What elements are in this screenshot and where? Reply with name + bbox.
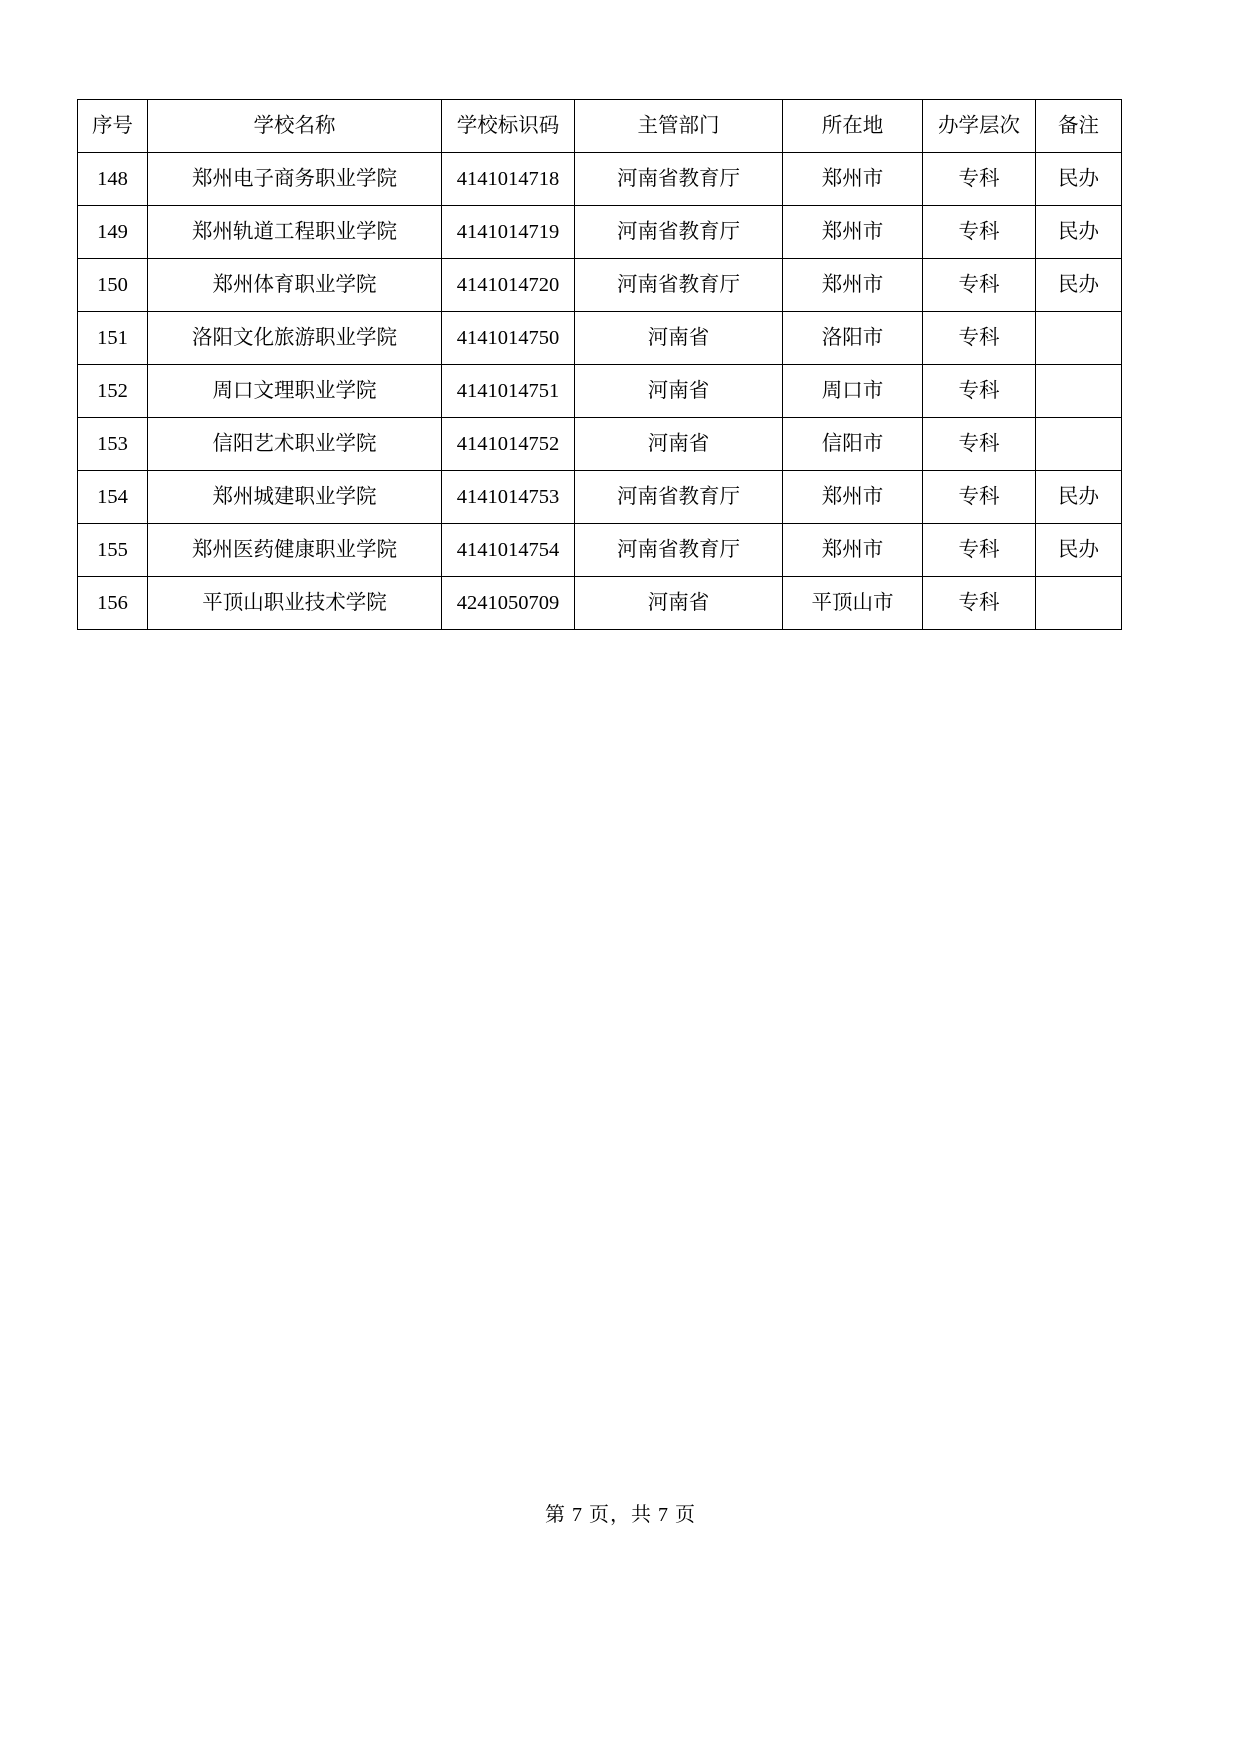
column-header-school-name: 学校名称 [148, 100, 442, 153]
column-header-level: 办学层次 [923, 100, 1036, 153]
school-list-table [77, 99, 1122, 630]
cell-level: 专科 [923, 153, 1036, 206]
cell-note [1036, 418, 1122, 471]
cell-school-code: 4141014719 [442, 206, 575, 259]
cell-location: 郑州市 [783, 259, 923, 312]
cell-note: 民办 [1036, 524, 1122, 577]
cell-location: 洛阳市 [783, 312, 923, 365]
cell-school-code: 4141014718 [442, 153, 575, 206]
cell-department: 河南省 [575, 418, 783, 471]
cell-school-code: 4141014753 [442, 471, 575, 524]
cell-index: 153 [78, 418, 148, 471]
table-row [78, 418, 1122, 471]
cell-index: 148 [78, 153, 148, 206]
cell-level: 专科 [923, 365, 1036, 418]
cell-school-name: 郑州医药健康职业学院 [148, 524, 442, 577]
cell-department: 河南省教育厅 [575, 524, 783, 577]
table-header-row [78, 100, 1122, 153]
column-header-school-code: 学校标识码 [442, 100, 575, 153]
cell-level: 专科 [923, 312, 1036, 365]
cell-school-name: 郑州城建职业学院 [148, 471, 442, 524]
cell-department: 河南省教育厅 [575, 471, 783, 524]
school-list-table-wrapper [77, 99, 1121, 630]
cell-school-name: 周口文理职业学院 [148, 365, 442, 418]
cell-note [1036, 577, 1122, 630]
cell-department: 河南省教育厅 [575, 153, 783, 206]
cell-location: 平顶山市 [783, 577, 923, 630]
cell-index: 154 [78, 471, 148, 524]
column-header-department: 主管部门 [575, 100, 783, 153]
cell-location: 周口市 [783, 365, 923, 418]
cell-school-code: 4141014754 [442, 524, 575, 577]
cell-index: 156 [78, 577, 148, 630]
cell-school-name: 平顶山职业技术学院 [148, 577, 442, 630]
cell-level: 专科 [923, 471, 1036, 524]
cell-school-code: 4141014751 [442, 365, 575, 418]
cell-location: 郑州市 [783, 153, 923, 206]
cell-note: 民办 [1036, 153, 1122, 206]
cell-school-name: 郑州轨道工程职业学院 [148, 206, 442, 259]
table-row [78, 312, 1122, 365]
cell-location: 郑州市 [783, 471, 923, 524]
cell-index: 151 [78, 312, 148, 365]
cell-note [1036, 365, 1122, 418]
cell-level: 专科 [923, 259, 1036, 312]
cell-location: 郑州市 [783, 206, 923, 259]
cell-school-name: 郑州电子商务职业学院 [148, 153, 442, 206]
cell-note: 民办 [1036, 471, 1122, 524]
cell-location: 信阳市 [783, 418, 923, 471]
cell-index: 149 [78, 206, 148, 259]
cell-level: 专科 [923, 524, 1036, 577]
cell-school-name: 信阳艺术职业学院 [148, 418, 442, 471]
cell-department: 河南省教育厅 [575, 259, 783, 312]
table-row [78, 259, 1122, 312]
table-row [78, 471, 1122, 524]
cell-school-code: 4141014720 [442, 259, 575, 312]
cell-school-code: 4241050709 [442, 577, 575, 630]
cell-index: 152 [78, 365, 148, 418]
cell-index: 155 [78, 524, 148, 577]
cell-level: 专科 [923, 418, 1036, 471]
column-header-note: 备注 [1036, 100, 1122, 153]
table-row [78, 365, 1122, 418]
table-row [78, 153, 1122, 206]
cell-note: 民办 [1036, 206, 1122, 259]
column-header-location: 所在地 [783, 100, 923, 153]
cell-school-name: 郑州体育职业学院 [148, 259, 442, 312]
cell-location: 郑州市 [783, 524, 923, 577]
cell-school-name: 洛阳文化旅游职业学院 [148, 312, 442, 365]
table-row [78, 206, 1122, 259]
cell-department: 河南省 [575, 577, 783, 630]
cell-department: 河南省 [575, 365, 783, 418]
cell-note [1036, 312, 1122, 365]
cell-note: 民办 [1036, 259, 1122, 312]
cell-school-code: 4141014750 [442, 312, 575, 365]
cell-department: 河南省 [575, 312, 783, 365]
column-header-index: 序号 [78, 100, 148, 153]
table-row [78, 577, 1122, 630]
cell-level: 专科 [923, 206, 1036, 259]
page-footer: 第 7 页，共 7 页 [545, 1504, 696, 1526]
cell-department: 河南省教育厅 [575, 206, 783, 259]
cell-level: 专科 [923, 577, 1036, 630]
cell-index: 150 [78, 259, 148, 312]
cell-school-code: 4141014752 [442, 418, 575, 471]
table-row [78, 524, 1122, 577]
